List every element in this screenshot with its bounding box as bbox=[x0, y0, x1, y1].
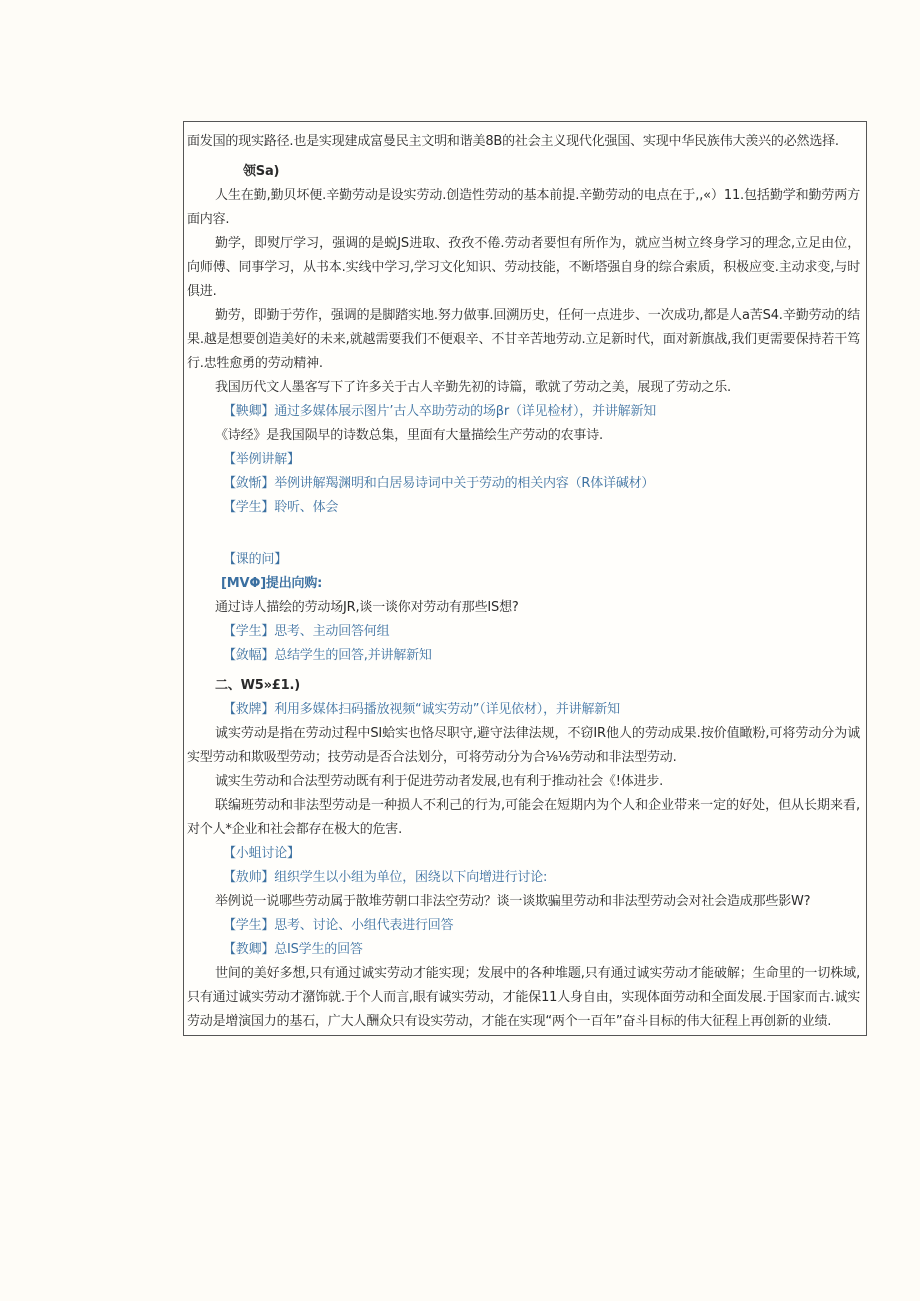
activity-label-group-discussion: 【小蛆讨论】 bbox=[223, 846, 300, 861]
activity-label-example: 【举例讲解】 bbox=[223, 452, 300, 467]
teacher-note-summarize: 【教卿】总IS学生的回答 bbox=[223, 942, 363, 957]
student-note-listen: 【学生】聆听、体会 bbox=[223, 500, 339, 515]
paragraph-fraudulent-labor: 联编班劳动和非法型劳动是一种损人不利己的行为,可能会在短期内为个人和企业带来一定的好处，但从长期来看,对个人*企业和社会都存在极大的危害. bbox=[187, 798, 860, 837]
paragraph-book-of-songs: 《诗经》是我国陨早的诗数总集，里面有大量描绘生产劳动的农事诗. bbox=[215, 428, 603, 443]
paragraph-intro-end: 面发国的现实路径.也是实现建成富曼民主文明和谐美8B的社会主义现代化强国、实现中华民族伟大羡兴的必然选择. bbox=[187, 134, 839, 149]
student-note-discuss: 【学生】思考、讨论、小组代表进行回答 bbox=[223, 918, 454, 933]
section-heading-2: 二、W5»£1.) bbox=[215, 678, 300, 693]
discussion-question: 举例说一说哪些劳动属于散堆劳朝口非法空劳动？谈一谈欺骗里劳动和非法型劳动会对社会造成那些影W? bbox=[215, 894, 811, 909]
paragraph-honest-labor-benefit: 诚实生劳动和合法型劳动既有利于促进劳动者发展,也有利于推动社会《!体进步. bbox=[215, 774, 664, 789]
paragraph-diligent-work: 勤劳，即勤于劳作，强调的是脚踏实地.努力做事.回溯历史，任何一点进步、一次成功,都是人a苦S4.辛勤劳动的结果.越是想要创造美好的未来,就越需要我们不便艰辛、不甘辛苦地劳动.立足新时代，面对新旗战,我们更需要保持若干笃行.忠牲愈勇的劳动精神. bbox=[187, 308, 860, 371]
lesson-plan-table-cell bbox=[183, 121, 867, 1036]
teacher-note-organize: 【敖帅】组织学生以小组为单位，困绕以下向增进行讨论: bbox=[223, 870, 548, 885]
teacher-note-ask: [MVΦ]提出向购: bbox=[221, 576, 323, 591]
section-heading-1: 领Sa) bbox=[243, 164, 280, 179]
teacher-note-summary: 【敛幅】总结学生的回答,并讲解新知 bbox=[223, 648, 432, 663]
paragraph-diligent-labor: 人生在勤,勤贝坏便.辛勤劳动是设实劳动.创造性劳动的基本前提.辛勤劳动的电点在于,,«）11.包括勤学和勤劳两方面内容. bbox=[187, 188, 860, 227]
paragraph-diligent-study: 勤学，即熨厅学习，强调的是蜕JS进取、孜孜不倦.劳动者要怛有所作为，就应当树立终身学习的理念,立足由位，向师傅、同事学习，从书本.实线中学习,学习文化知识、劳动技能，不断塔强自身的综合索质，积极应变.主动求变,与时俱进. bbox=[187, 236, 860, 299]
teacher-note-video: 【救牌】利用多媒体扫码播放视频“诚实劳动”（详见依材），并讲解新知 bbox=[223, 702, 620, 717]
student-note-answer: 【学生】思考、主动回答何组 bbox=[223, 624, 390, 639]
teacher-note-example: 【敛惭】举例讲解羯渊明和白居易诗词中关于劳动的相关内容（R体详碱材） bbox=[223, 476, 655, 491]
activity-label-question: 【课的问】 bbox=[223, 552, 288, 567]
teacher-note-show-pictures: 【鞅卿】通过多媒体展示图片’古人卒助劳动的场βr（详见检材），并讲解新知 bbox=[223, 404, 657, 419]
paragraph-honest-labor-definition: 诚实劳动是指在劳动过程中SI蛤实也恪尽职守,避守法律法规，不窃IR他人的劳动成果.按价值瞰粉,可将劳动分为诚实型劳动和欺吸型劳动；技劳动是否合法划分，可将劳动分为合⅛⅛劳动和非法型劳动. bbox=[187, 726, 860, 765]
paragraph-poets: 我国历代文人墨客写下了许多关于古人辛勤先初的诗篇，歌就了劳动之美，展现了劳动之乐. bbox=[215, 380, 731, 395]
question-text: 通过诗人描绘的劳动场JR,谈一谈你对劳动有那些IS想? bbox=[215, 600, 519, 615]
paragraph-conclusion: 世间的美好多想,只有通过诚实劳动才能实现；发展中的各种堆题,只有通过诚实劳动才能破解；生命里的一切株域,只有通过诚实劳动才潴饰就.于个人而言,眼有诚实劳动，才能保11人身自由，实现体面劳动和全面发展.于国家而古.诚实劳动是增演国力的基石，广大人酬众只有设实劳动，才能在实现“两个一百年”奋斗目标的伟大征程上再创新的业绩. bbox=[187, 966, 860, 1029]
